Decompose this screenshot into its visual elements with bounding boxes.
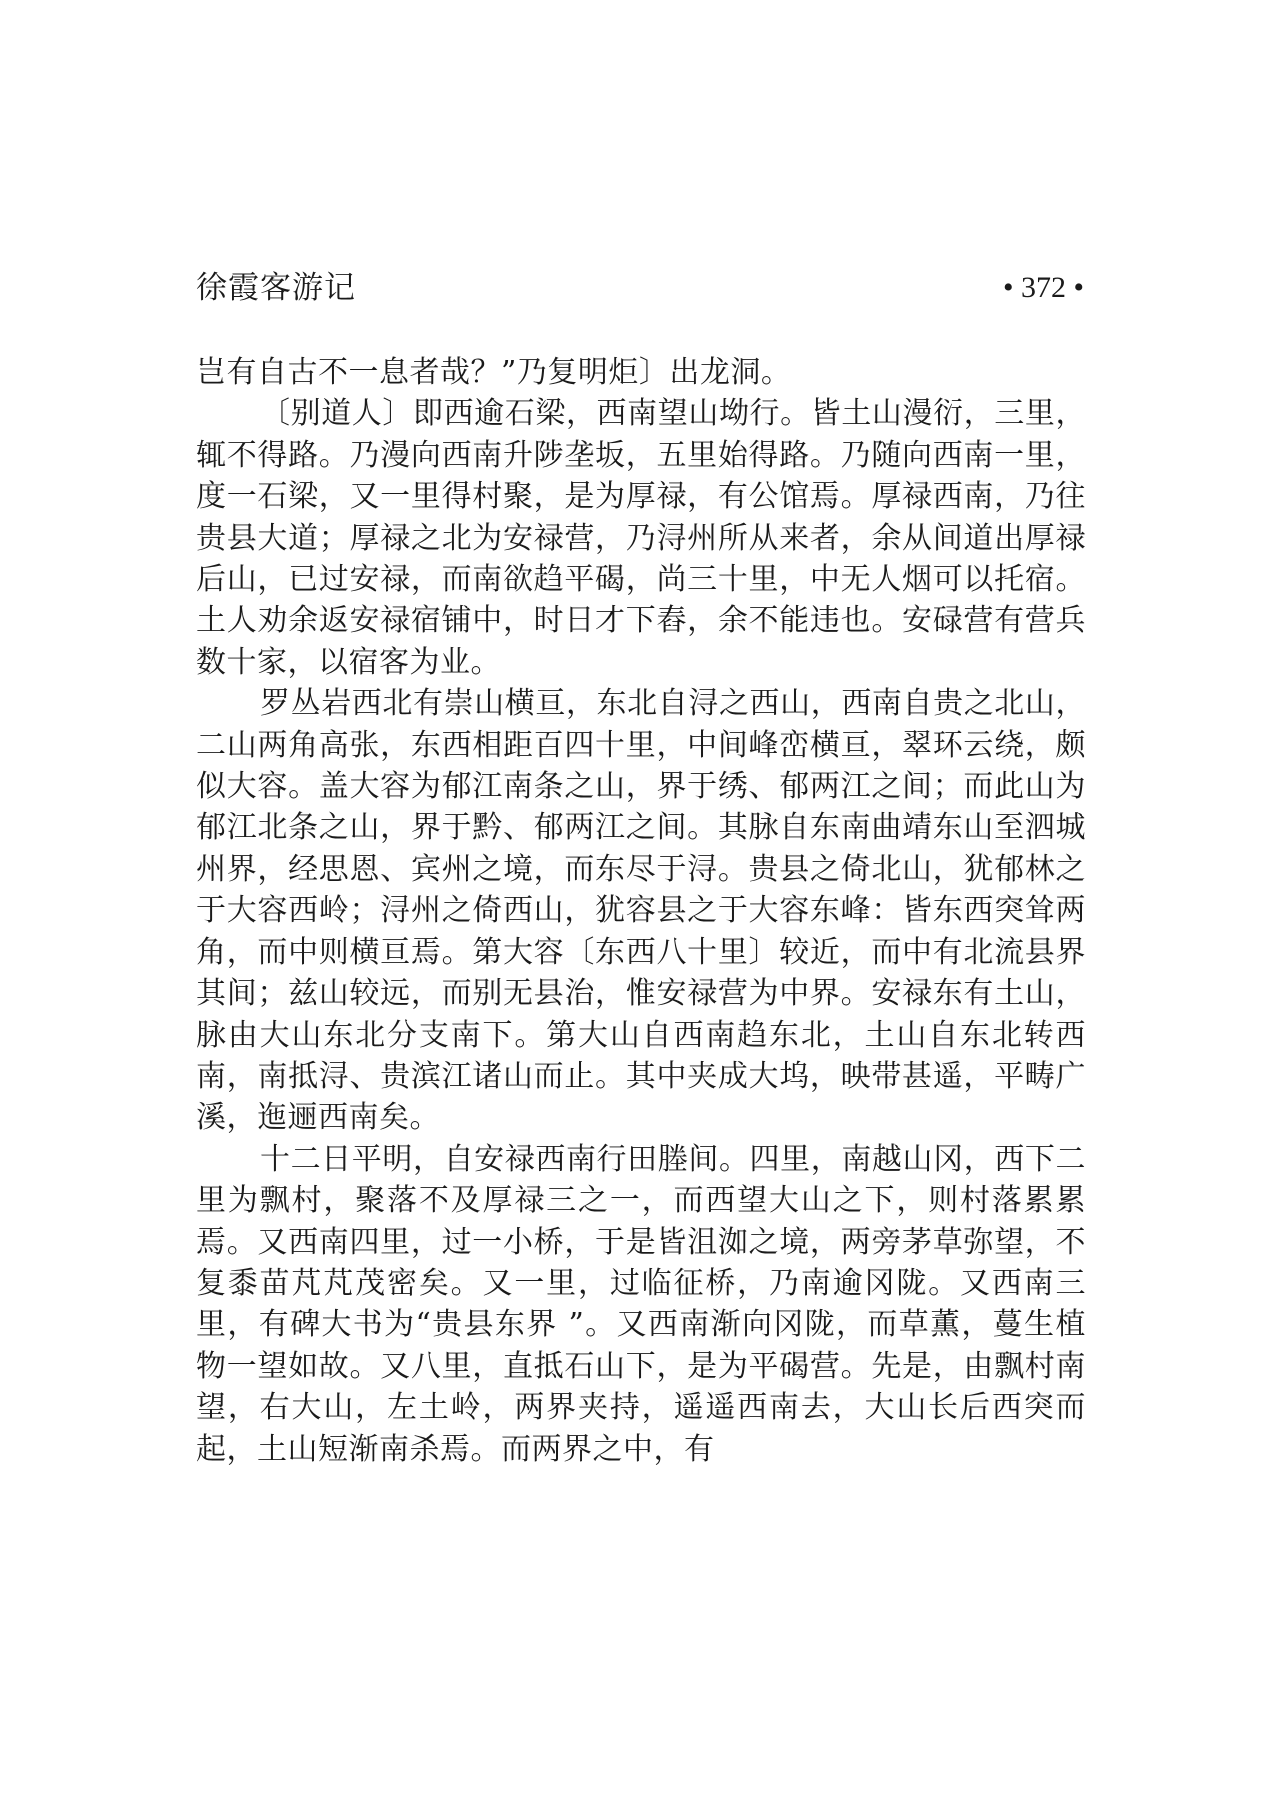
page-header <box>196 262 1084 314</box>
paragraph: 十二日平明，自安禄西南行田塍间。四里，南越山冈，西下二里为飘村，聚落不及厚禄三之一，而西望大山之下，则村落累累焉。又西南四里，过一小桥，于是皆沮洳之境，两旁茅草弥望，不复黍苗芃芃茂密矣。又一里，过临征桥，乃南逾冈陇。又西南三里，有碑大书为“贵县东界 ”。又西南渐向冈陇，而草薫，蔓生植物一望如故。又八里，直抵石山下，是为平碣营。先是，由飘村南望，右大山，左土岭，两界夹持，遥遥西南去，大山长后西突而起，土山短渐南杀焉。而两界之中，有 <box>196 1141 1086 1467</box>
body-text <box>196 352 1086 1470</box>
paragraph-continuation: 岂有自古不一息者哉？”乃复明炬〕出龙洞。 <box>196 355 792 390</box>
paragraph: 罗丛岩西北有崇山横亘，东北自浔之西山，西南自贵之北山，二山两角高张，东西相距百四十里，中间峰峦横亘，翠环云绕，颇似大容。盖大容为郁江南条之山，界于绣、郁两江之间；而此山为郁江北条之山，界于黔、郁两江之间。其脉自东南曲靖东山至泗城州界，经思恩、宾州之境，而东尽于浔。贵县之倚北山，犹郁林之于大容西岭；浔州之倚西山，犹容县之于大容东峰：皆东西突耸两角，而中则横亘焉。第大容〔东西八十里〕较近，而中有北流县界其间；兹山较远，而别无县治，惟安禄营为中界。安禄东有土山，脉由大山东北分支南下。第大山自西南趋东北，土山自东北转西南，南抵浔、贵滨江诸山而止。其中夹成大坞，映带甚遥，平畴广溪，迤逦西南矣。 <box>196 686 1086 1136</box>
page-number: • 372 • <box>1002 271 1084 304</box>
book-title: 徐霞客游记 <box>196 270 356 306</box>
paragraph: 〔别道人〕即西逾石梁，西南望山坳行。皆土山漫衍，三里，辄不得路。乃漫向西南升陟垄坂，五里始得路。乃随向西南一里，度一石梁，又一里得村聚，是为厚禄，有公馆焉。厚禄西南，乃往贵县大道；厚禄之北为安禄营，乃浔州所从来者，余从间道出厚禄后山，已过安禄，而南欲趋平碣，尚三十里，中无人烟可以托宿。土人劝余返安禄宿铺中，时日才下舂，余不能违也。安碌营有营兵数十家，以宿客为业。 <box>196 396 1086 680</box>
